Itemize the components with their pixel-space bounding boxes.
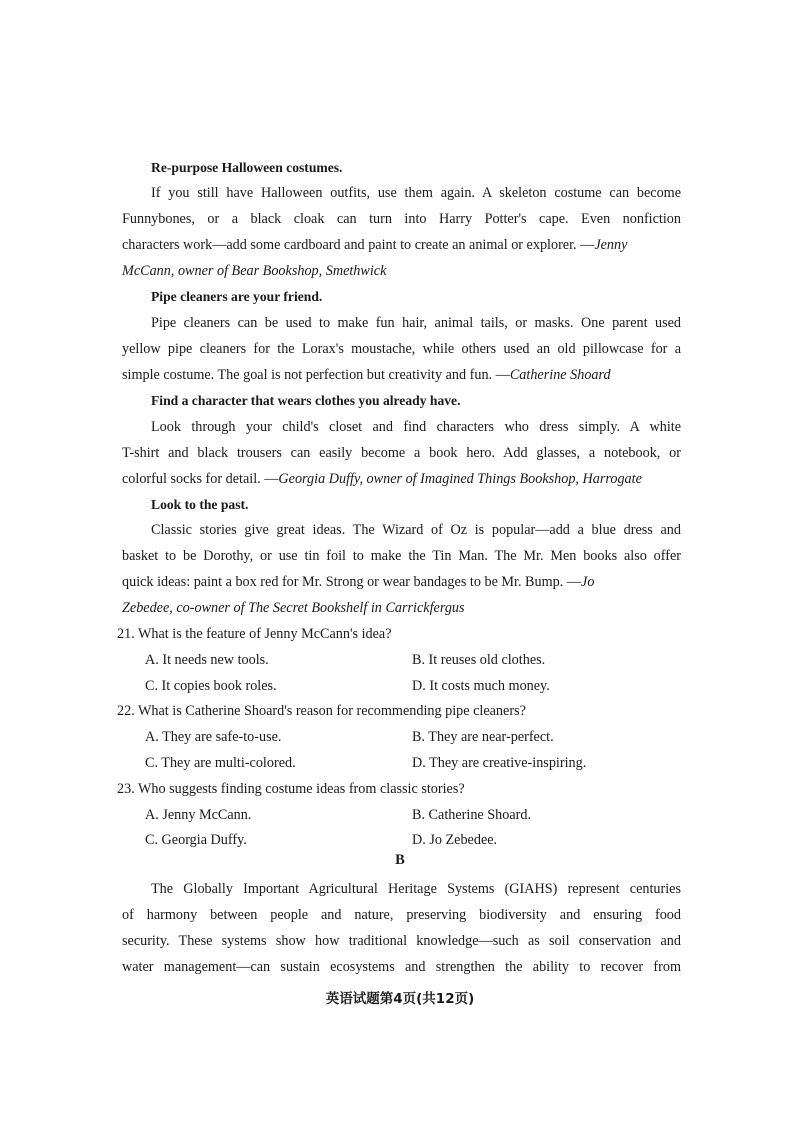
tip-heading-3: Find a character that wears clothes you already have. — [151, 393, 461, 408]
question-23-option-d: D. Jo Zebedee. — [412, 832, 498, 848]
question-21-option-b: B. It reuses old clothes. — [412, 652, 546, 668]
section-b-line-3: security. These systems show how traditional knowledge—such as soil conservation and — [122, 933, 681, 949]
tip2-line-2: yellow pipe cleaners for the Lorax's moustache, while others used an old pillowcase for a — [122, 341, 681, 357]
tip1-line-2: Funnybones, or a black cloak can turn into Harry Potter's cape. Even nonfiction — [122, 211, 681, 227]
question-21-option-d: D. It costs much money. — [412, 678, 550, 694]
question-22-option-c: C. They are multi-colored. — [145, 755, 296, 771]
tip1-author-first: Jenny — [594, 237, 628, 253]
tip4-line-1: Classic stories give great ideas. The Wizard of Oz is popular—add a blue dress and — [151, 522, 681, 538]
question-22-stem: 22. What is Catherine Shoard's reason for recommending pipe cleaners? — [117, 703, 526, 719]
tip4-author: Zebedee, co-owner of The Secret Bookshelf in Carrickfergus — [122, 600, 465, 616]
tip1-line-3: characters work—add some cardboard and paint to create an animal or explorer. —Jenny — [122, 237, 628, 253]
tip3-line-2: T-shirt and black trousers can easily become a book hero. Add glasses, a notebook, or — [122, 445, 681, 461]
tip4-author-first: Jo — [581, 574, 595, 590]
question-21-option-a: A. It needs new tools. — [145, 652, 269, 668]
section-b-line-4: water management—can sustain ecosystems and strengthen the ability to recover from — [122, 959, 681, 975]
section-b-line-2: of harmony between people and nature, preserving biodiversity and ensuring food — [122, 907, 681, 923]
question-22-option-d: D. They are creative-inspiring. — [412, 755, 587, 771]
tip-heading-1: Re-purpose Halloween costumes. — [151, 160, 343, 175]
tip3-line-1: Look through your child's closet and find characters who dress simply. A white — [151, 419, 681, 435]
tip-heading-2: Pipe cleaners are your friend. — [151, 289, 323, 304]
page-footer: 英语试题第4页(共12页) — [325, 991, 475, 1007]
question-23-option-b: B. Catherine Shoard. — [412, 807, 531, 823]
question-22-option-a: A. They are safe-to-use. — [145, 729, 282, 745]
section-b-line-1: The Globally Important Agricultural Heritage Systems (GIAHS) represent centuries — [151, 881, 681, 897]
question-23-option-a: A. Jenny McCann. — [145, 807, 252, 823]
tip4-line-3: quick ideas: paint a box red for Mr. Strong or wear bandages to be Mr. Bump. —Jo — [122, 574, 595, 590]
tip1-author: McCann, owner of Bear Bookshop, Smethwick — [122, 263, 387, 279]
section-b-label: B — [395, 852, 405, 868]
question-21-option-c: C. It copies book roles. — [145, 678, 277, 694]
tip4-line-2: basket to be Dorothy, or use tin foil to make the Tin Man. The Mr. Men books also offer — [122, 548, 681, 564]
question-21-stem: 21. What is the feature of Jenny McCann's idea? — [117, 626, 392, 642]
tip-heading-4: Look to the past. — [151, 497, 249, 512]
tip2-line-3: simple costume. The goal is not perfection but creativity and fun. —Catherine Shoard — [122, 367, 611, 383]
tip3-author: Georgia Duffy, owner of Imagined Things Bookshop, Harrogate — [278, 471, 642, 487]
tip3-line-3: colorful socks for detail. —Georgia Duffy, owner of Imagined Things Bookshop, Harrogate — [122, 471, 642, 487]
tip1-line-1: If you still have Halloween outfits, use them again. A skeleton costume can become — [151, 185, 681, 201]
tip2-line-1: Pipe cleaners can be used to make fun hair, animal tails, or masks. One parent used — [151, 315, 681, 331]
question-23-stem: 23. Who suggests finding costume ideas from classic stories? — [117, 781, 465, 797]
question-22-option-b: B. They are near-perfect. — [412, 729, 554, 745]
tip2-author: Catherine Shoard — [509, 367, 611, 383]
question-23-option-c: C. Georgia Duffy. — [145, 832, 247, 848]
